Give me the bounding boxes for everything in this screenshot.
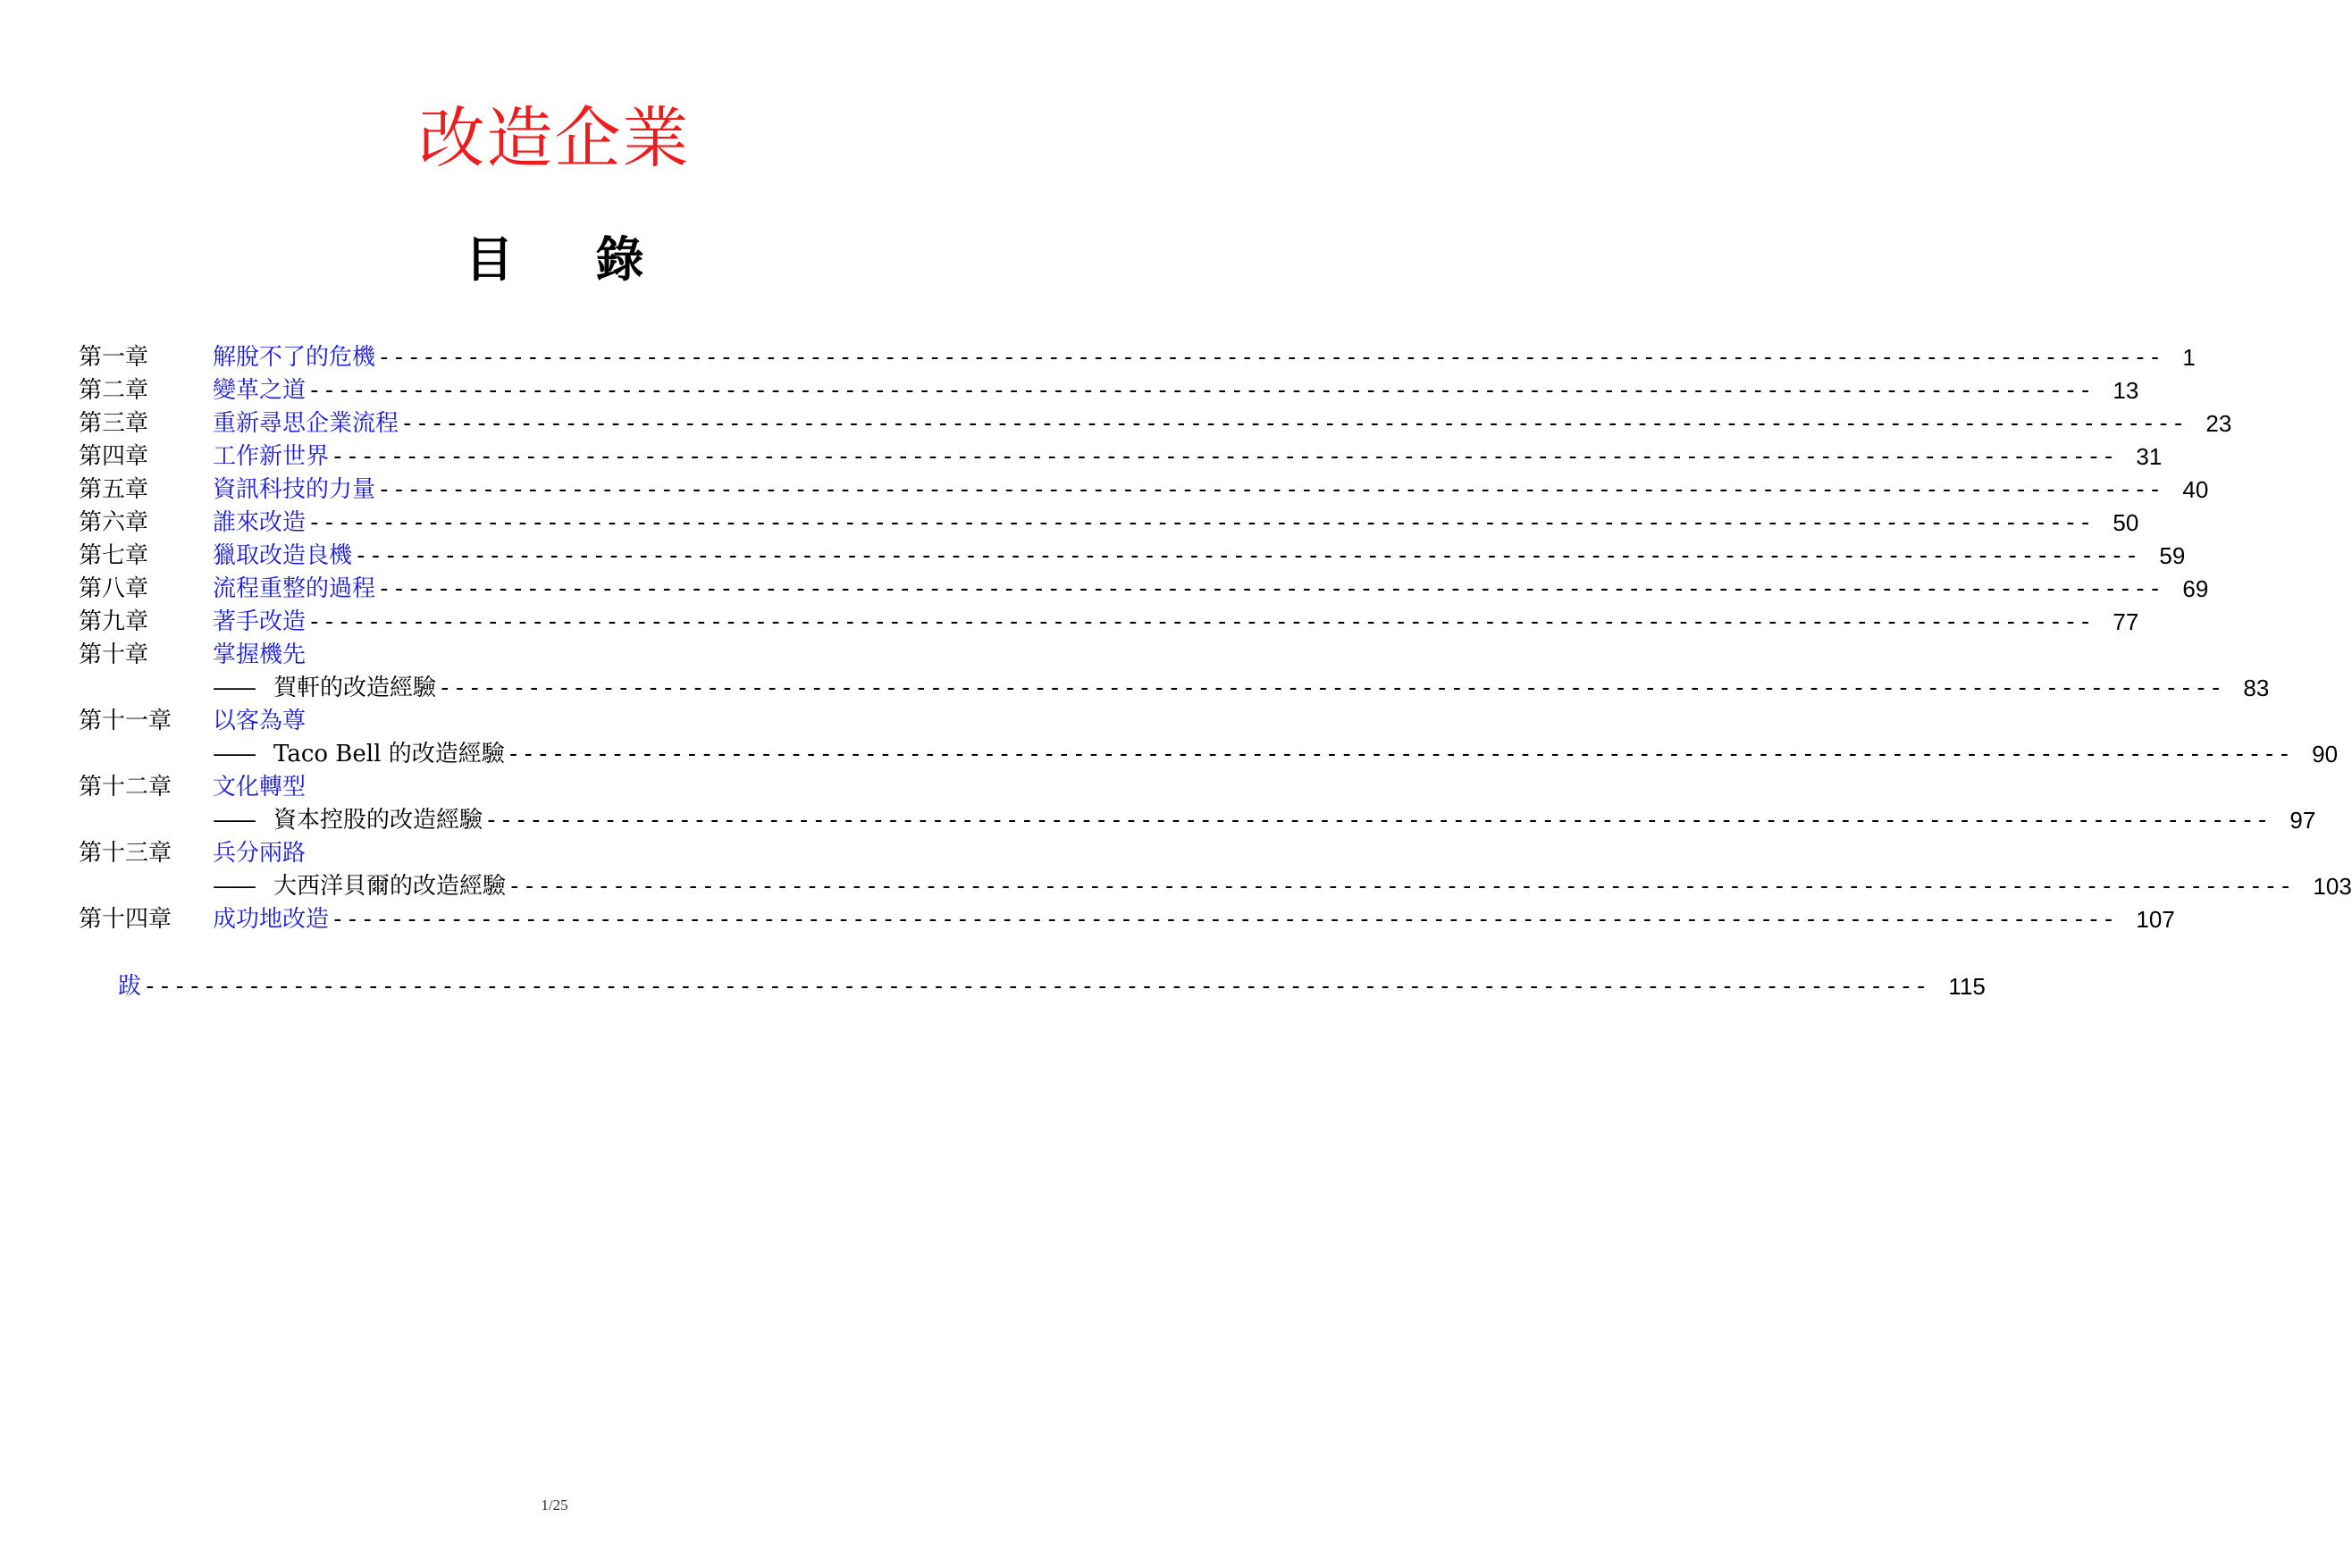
toc-title-link[interactable]: 資訊科技的力量 [213, 476, 376, 503]
toc-title-link[interactable]: 掌握機先 [213, 641, 307, 668]
toc-title-link[interactable]: 成功地改造 [213, 906, 330, 933]
toc-chapter-label: 第十二章 [79, 774, 172, 801]
toc-page-number: 69 [2182, 575, 2209, 602]
toc-title-link[interactable]: 誰來改造 [213, 509, 307, 536]
toc-row [79, 901, 2175, 937]
toc-row [79, 439, 2163, 474]
toc-entry [213, 868, 2352, 904]
toc-entry [213, 604, 2139, 640]
toc-dot-leader: ------------------------------------------------------------------------------------------------------------------------ [508, 873, 2294, 900]
toc-row [79, 373, 2139, 408]
toc-subtitle-dash: —— [213, 675, 254, 701]
toc-page-number: 107 [2136, 906, 2175, 933]
toc-row [79, 968, 1986, 1004]
toc-title-link[interactable]: 變革之道 [213, 377, 307, 404]
toc-entry [213, 769, 915, 805]
toc-dot-leader: ------------------------------------------------------------------------------------------------------------------------ [377, 476, 2163, 503]
toc-entry [213, 670, 2270, 706]
toc-page-number: 40 [2182, 476, 2209, 503]
toc-entry [213, 406, 2232, 441]
toc-title-link[interactable]: 著手改造 [213, 608, 307, 635]
toc-page-number: 31 [2136, 443, 2163, 470]
toc-dot-leader: ------------------------------------------------------------------------------------------------------------------------ [377, 344, 2163, 371]
toc-chapter-label: 第一章 [79, 344, 149, 371]
toc-dot-leader: ------------------------------------------------------------------------------------------------------------------------ [484, 807, 2271, 834]
toc-title-link[interactable]: 重新尋思企業流程 [213, 410, 399, 437]
toc-dot-leader: ------------------------------------------------------------------------------------------------------------------------ [354, 542, 2140, 569]
toc-chapter-label: 第六章 [79, 509, 149, 536]
toc-row [79, 472, 2209, 507]
toc-page-number: 83 [2243, 675, 2270, 701]
toc-chapter-label: 第十四章 [79, 906, 172, 933]
toc-subtitle: 賀軒的改造經驗 [273, 675, 437, 701]
toc-page-number: 13 [2113, 377, 2139, 404]
toc-heading-left: 目 [465, 231, 514, 288]
toc-subtitle: Taco Bell 的改造經驗 [273, 741, 505, 767]
toc-page-number: 1 [2182, 344, 2196, 371]
toc-entry [213, 472, 2209, 507]
toc-entry [213, 439, 2163, 474]
toc-title-link[interactable]: 流程重整的過程 [213, 575, 376, 602]
toc-subtitle-dash: —— [213, 807, 254, 834]
toc-row [79, 406, 2232, 441]
toc-page-number: 50 [2113, 509, 2139, 536]
toc-dot-leader: ------------------------------------------------------------------------------------------------------------------------ [331, 906, 2117, 933]
toc-subtitle: 資本控股的改造經驗 [273, 807, 483, 834]
toc-chapter-label: 第五章 [79, 476, 149, 503]
page-indicator: 1/25 [541, 1497, 568, 1513]
toc-row [79, 835, 915, 871]
toc-row [79, 637, 889, 673]
toc-chapter-label: 第十三章 [79, 840, 172, 867]
toc-row [79, 505, 2139, 541]
toc-subtitle: 大西洋貝爾的改造經驗 [273, 873, 507, 900]
toc-entry [213, 802, 2316, 838]
toc-subtitle-dash: —— [213, 873, 254, 900]
toc-entry [213, 340, 2196, 375]
toc-page-number: 115 [1948, 973, 1986, 1000]
toc-chapter-label: 第十一章 [79, 708, 172, 734]
toc-row [79, 571, 2209, 607]
toc-dot-leader: ------------------------------------------------------------------------------------------------------------------------ [331, 443, 2117, 470]
toc-page-number: 23 [2205, 410, 2232, 437]
toc-dot-leader: ------------------------------------------------------------------------------------------------------------------------ [506, 741, 2293, 767]
toc-entry [213, 637, 889, 673]
toc-title-link[interactable]: 文化轉型 [213, 774, 307, 801]
toc-dot-leader: ------------------------------------------------------------------------------------------------------------------------ [143, 973, 1929, 1000]
toc-row [79, 703, 915, 739]
toc-chapter-label: 第二章 [79, 377, 149, 404]
toc-title-link[interactable]: 獵取改造良機 [213, 542, 353, 569]
toc-page-number: 77 [2113, 608, 2139, 635]
toc-chapter-label: 第七章 [79, 542, 149, 569]
toc-dot-leader: ------------------------------------------------------------------------------------------------------------------------ [377, 575, 2163, 602]
toc-entry [213, 835, 915, 871]
toc-chapter-label: 第四章 [79, 443, 149, 470]
toc-chapter-label: 第八章 [79, 575, 149, 602]
toc-chapter-label: 第九章 [79, 608, 149, 635]
toc-heading [0, 231, 1109, 288]
toc-row [79, 670, 2270, 706]
toc-row [79, 868, 2352, 904]
toc-row [79, 340, 2196, 375]
toc-heading-right: 錄 [595, 231, 644, 288]
toc-dot-leader: ------------------------------------------------------------------------------------------------------------------------ [307, 377, 2094, 404]
toc-row [79, 538, 2186, 574]
toc-title-link[interactable]: 跋 [118, 973, 142, 1000]
toc-page-number: 90 [2312, 741, 2339, 767]
toc-entry [213, 373, 2139, 408]
toc-dot-leader: ------------------------------------------------------------------------------------------------------------------------ [307, 509, 2094, 536]
toc-entry [213, 571, 2209, 607]
toc-page-number: 103 [2313, 873, 2352, 900]
toc-page-number: 59 [2159, 542, 2186, 569]
toc-row [79, 736, 2339, 772]
toc-chapter-label: 第三章 [79, 410, 149, 437]
toc-dot-leader: ------------------------------------------------------------------------------------------------------------------------ [438, 675, 2224, 701]
toc-entry [213, 538, 2186, 574]
toc-subtitle-dash: —— [213, 741, 254, 767]
toc-title-link[interactable]: 解脫不了的危機 [213, 344, 376, 371]
toc-row [79, 802, 2316, 838]
toc-row [79, 604, 2139, 640]
toc-dot-leader: ------------------------------------------------------------------------------------------------------------------------ [307, 608, 2094, 635]
toc-title-link[interactable]: 兵分兩路 [213, 840, 307, 867]
toc-entry [118, 968, 1986, 1004]
toc-row [79, 769, 915, 805]
toc-entry [213, 505, 2139, 541]
document-title: 改造企業 [418, 100, 691, 177]
toc-chapter-label: 第十章 [79, 641, 149, 668]
toc-title-link[interactable]: 工作新世界 [213, 443, 330, 470]
toc-entry [213, 901, 2175, 937]
toc-entry [213, 736, 2339, 772]
toc-title-link[interactable]: 以客為尊 [213, 708, 307, 734]
toc-dot-leader: ------------------------------------------------------------------------------------------------------------------------ [400, 410, 2187, 437]
toc-page-number: 97 [2289, 807, 2316, 834]
toc-entry [213, 703, 915, 739]
